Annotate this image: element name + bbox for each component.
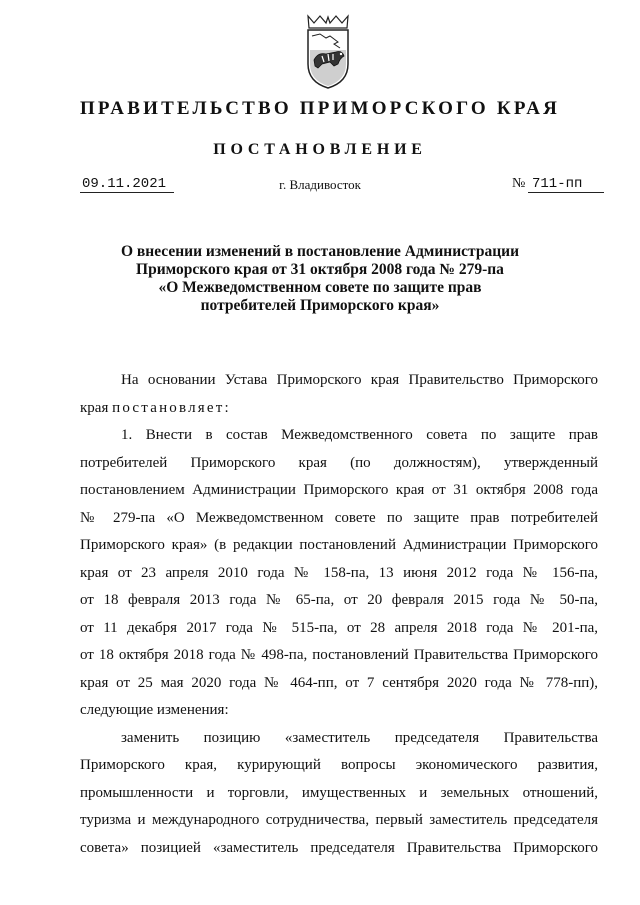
number-underline <box>528 192 604 193</box>
body-line: № 279-па «О Межведомственном совете по защите прав потребителей <box>80 509 598 526</box>
body-line: заменить позицию «заместитель председателя Правительства <box>121 729 598 746</box>
number-sign: № <box>512 176 526 191</box>
body-line <box>80 398 598 426</box>
body-text-fragment: края <box>80 399 109 416</box>
decree-word: постановляет: <box>112 399 231 416</box>
body-line: края от 23 апреля 2010 года № 158-па, 13 июня 2012 года № 156-па, <box>80 564 598 581</box>
document-city: г. Владивосток <box>279 177 361 192</box>
government-title: ПРАВИТЕЛЬСТВО ПРИМОРСКОГО КРАЯ <box>79 98 561 119</box>
body-line: совета» позицией «заместитель председателя Правительства Приморского <box>80 839 598 856</box>
body-line: туризма и международного сотрудничества, первый заместитель председателя <box>80 812 598 828</box>
body-line: На основании Устава Приморского края Правительство Приморского <box>121 372 598 388</box>
document-heading <box>100 243 540 315</box>
heading-line: «О Межведомственном совете по защите прав <box>158 279 482 296</box>
body-line: постановлением Администрации Приморского края от 31 октября 2008 года <box>80 482 598 498</box>
heading-line: О внесении изменений в постановление Администрации <box>120 243 519 260</box>
heading-line: Приморского края от 31 октября 2008 года № 279-па <box>136 261 504 278</box>
body-line: промышленности и торговли, имущественных и земельных отношений, <box>80 784 598 801</box>
coat-of-arms-icon <box>300 14 356 90</box>
body-line: Приморского края, курирующий вопросы экономического развития, <box>80 757 598 773</box>
heading-line: потребителей Приморского края» <box>200 297 440 314</box>
body-line: следующие изменения: <box>80 702 229 718</box>
document-date: 09.11.2021 <box>82 176 167 192</box>
body-line: от 18 февраля 2013 года № 65-па, от 20 февраля 2015 года № 50-па, <box>80 592 598 608</box>
body-line: потребителей Приморского края (по должностям), утвержденный <box>80 454 598 471</box>
document-number: 711-пп <box>532 176 583 192</box>
body-line: края от 25 мая 2020 года № 464-пп, от 7 сентября 2020 года № 778-пп), <box>80 674 598 691</box>
body-line: от 11 декабря 2017 года № 515-па, от 28 апреля 2018 года № 201-па, <box>80 619 598 636</box>
body-line: Приморского края» (в редакции постановлений Администрации Приморского <box>80 537 598 553</box>
body-line: 1. Внести в состав Межведомственного совета по защите прав <box>121 427 598 443</box>
body-line: от 18 октября 2018 года № 498-па, постановлений Правительства Приморского <box>80 647 598 663</box>
document-type: ПОСТАНОВЛЕНИЕ <box>213 141 427 158</box>
document-body <box>80 370 598 865</box>
